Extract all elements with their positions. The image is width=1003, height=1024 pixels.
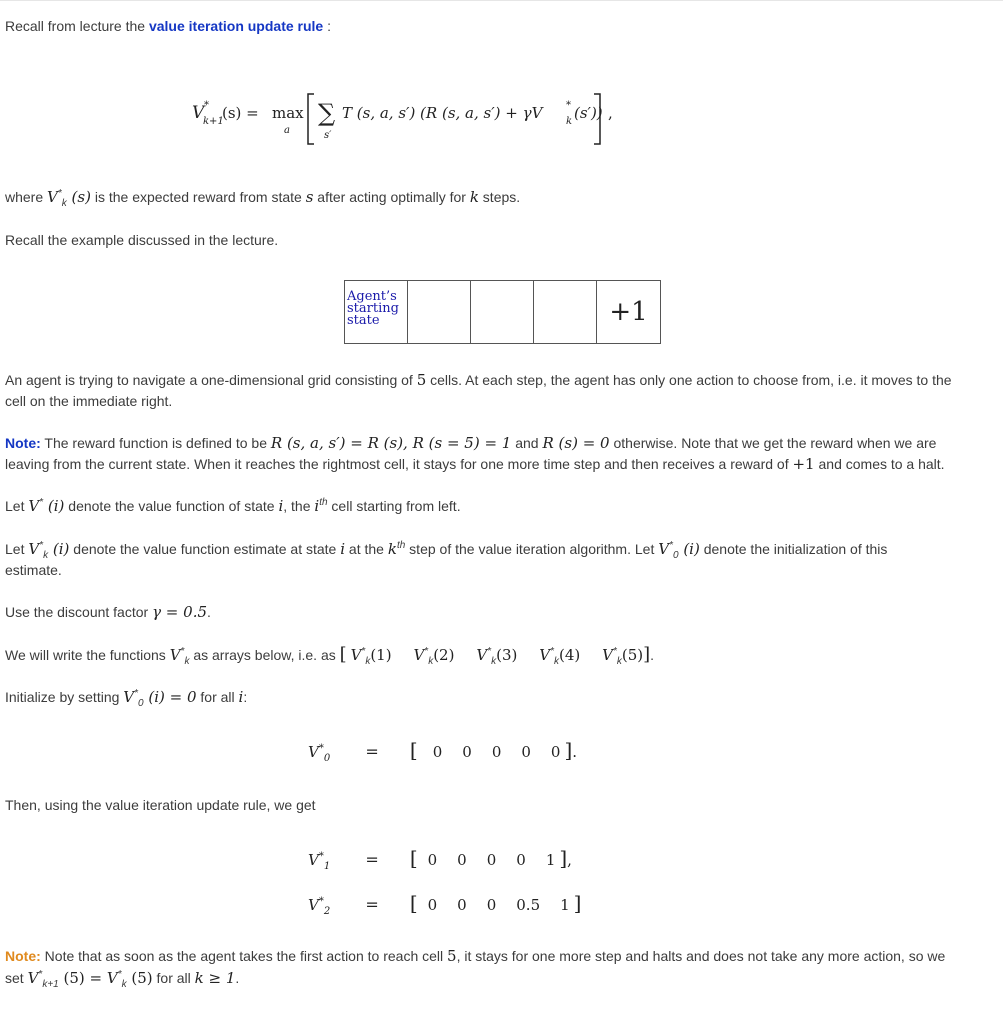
note2-line2: set $V^*_{k+1}$ $(5) = V^*_k$ (5) for all k ≥ 1. bbox=[5, 969, 240, 990]
eq-max-sub: a bbox=[284, 125, 290, 136]
eq-body-sub: k bbox=[566, 116, 573, 127]
eq-body-tail: (s′)) bbox=[574, 104, 603, 122]
update-rule-svg bbox=[192, 88, 632, 148]
grid-cell-1 bbox=[345, 281, 408, 343]
grid-world bbox=[344, 280, 661, 344]
note1-line2: leaving from the current state. When it reaches the rightmost cell, it stays for one more time step and then receives a reward of +1 and comes to a halt. bbox=[5, 455, 945, 473]
eq-lhs-v: V bbox=[192, 103, 205, 123]
v1-equation: $V^*_1$ = [ 0 0 0 0 1 ], bbox=[308, 846, 572, 872]
intro-text: Recall from lecture the value iteration update rule : bbox=[5, 18, 331, 34]
init-text: Initialize by setting $V^*_0$ (i) = 0 for all i: bbox=[5, 688, 248, 709]
note1-line1: Note: The reward function is defined to be R (s, a, s′) = R (s), R (s = 5) = 1 and R (s) = 0 otherwise. Note that we get the reward when we are bbox=[5, 434, 937, 452]
arrays-text: We will write the functions $V^*_k$ as arrays below, i.e. as [ $V^*_k(1)$ $V^*_k(2)$ $V^*_k(3)$ $V^*_k(4)$ $V^*_k(5)$]. bbox=[5, 644, 655, 667]
sum-sign: ∑ bbox=[318, 99, 336, 127]
eq-body-sup: * bbox=[566, 100, 571, 111]
eq-comma: , bbox=[608, 104, 613, 122]
vk-definition-line1: Let $V^*_k$ (i) denote the value function estimate at state i at the $k^{th}$ step of the value iteration algorithm. Let $V^*_0$ (i) denote the initialization of this bbox=[5, 540, 888, 561]
grid-cell-3 bbox=[471, 281, 534, 343]
update-rule-equation bbox=[192, 88, 632, 148]
start-label: Agent’s starting state bbox=[347, 289, 399, 328]
note2-line1: Note: Note that as soon as the agent takes the first action to reach cell 5, it stays for one more step and halts and does not take any more action, so we bbox=[5, 947, 946, 965]
top-divider bbox=[0, 0, 1003, 1]
eq-lhs-sub: k+1 bbox=[203, 116, 224, 127]
agent-text-line2: cell on the immediate right. bbox=[5, 393, 173, 409]
vk-definition-line2: estimate. bbox=[5, 562, 62, 578]
value-iteration-link[interactable]: value iteration update rule bbox=[148, 18, 324, 34]
v0-equation: $V^*_0$ = [ 0 0 0 0 0 ]. bbox=[308, 738, 578, 764]
goal-label: +1 bbox=[609, 297, 648, 327]
v-definition: Let V* (i) denote the value function of state i, the $i^{th}$ cell starting from left. bbox=[5, 497, 461, 515]
grid-cell-2 bbox=[408, 281, 471, 343]
eq-body: T (s, a, s′) (R (s, a, s′) + γV bbox=[342, 104, 543, 122]
eq-lhs-sup: * bbox=[204, 100, 209, 111]
agent-text-line1: An agent is trying to navigate a one-dimensional grid consisting of 5 cells. At each step, the agent has only one action to choose from, i.e. it moves to the bbox=[5, 371, 952, 389]
eq-arg: (s) = bbox=[222, 104, 259, 122]
left-bracket bbox=[308, 94, 314, 144]
grid-cell-4 bbox=[534, 281, 597, 343]
v0-values: 0 0 0 0 0 bbox=[432, 743, 561, 761]
discount-text: Use the discount factor γ = 0.5. bbox=[5, 603, 211, 621]
v2-equation: $V^*_2$ = [ 0 0 0 0.5 1 ] bbox=[308, 891, 582, 917]
eq-sum-sub: s′ bbox=[324, 130, 332, 141]
eq-max: max bbox=[272, 104, 304, 122]
grid-cell-5 bbox=[597, 281, 660, 343]
where-text: where $V^*_k$ (s) is the expected reward from state s after acting optimally for k steps. bbox=[5, 188, 521, 209]
then-text: Then, using the value iteration update rule, we get bbox=[5, 797, 316, 813]
recall-example-text: Recall the example discussed in the lecture. bbox=[5, 232, 279, 248]
